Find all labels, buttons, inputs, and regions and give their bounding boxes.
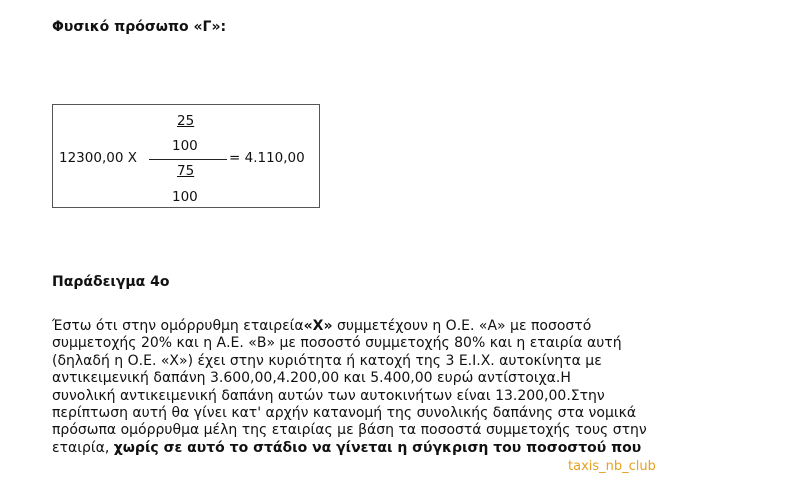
- fraction-2-numerator: 75: [177, 163, 195, 179]
- paragraph-line-5: συνολική αντικειμενική δαπάνη αυτών των αυτοκινήτων είναι 13.200,00.Στην: [52, 387, 605, 404]
- heading-person-g: Φυσικό πρόσωπο «Γ»:: [52, 19, 227, 35]
- line-8-text-a: εταιρία,: [52, 439, 110, 456]
- fraction-2-denominator: 100: [172, 189, 198, 205]
- heading-example: Παράδειγμα 4ο: [52, 274, 170, 290]
- paragraph-line-6: περίπτωση αυτή θα γίνει κατ' αρχήν κατανομή της συνολικής δαπάνης στα νομικά: [52, 405, 637, 422]
- line-8-bold-text: χωρίς σε αυτό το στάδιο να γίνεται η σύγκριση του ποσοστού που: [113, 439, 642, 456]
- paragraph-line-4: αντικειμενική δαπάνη 3.600,00,4.200,00 και 5.400,00 ευρώ αντίστοιχα.Η: [52, 370, 571, 387]
- paragraph-line-2: συμμετοχής 20% και η Α.Ε. «Β» με ποσοστό συμμετοχής 80% και η εταιρία αυτή: [52, 335, 622, 352]
- paragraph-line-8: [52, 440, 742, 457]
- formula-left-operand: 12300,00 Χ: [59, 150, 137, 166]
- paragraph-line-3: (δηλαδή η Ο.Ε. «Χ») έχει στην κυριότητα ή κατοχή της 3 Ε.Ι.Χ. αυτοκίνητα με: [52, 352, 602, 369]
- formula-box: [52, 104, 320, 208]
- fraction-1-numerator: 25: [177, 113, 195, 129]
- watermark-text: taxis_nb_club: [568, 459, 656, 474]
- company-x-bold: «Χ»: [303, 318, 333, 334]
- line-1-text-a: Έστω ότι στην ομόρρυθμη εταιρεία: [52, 318, 304, 334]
- formula-result: = 4.110,00: [229, 150, 305, 166]
- fraction-1-denominator: 100: [172, 138, 198, 154]
- main-fraction-line: [149, 159, 227, 160]
- paragraph-line-1: [52, 318, 742, 335]
- paragraph-line-7: πρόσωπα ομόρρυθμα μέλη της εταιρίας με βάση τα ποσοστά συμμετοχής τους στην: [52, 422, 647, 439]
- example-paragraph: [52, 318, 742, 457]
- line-1-text-c: συμμετέχουν η Ο.Ε. «Α» με ποσοστό: [336, 318, 592, 334]
